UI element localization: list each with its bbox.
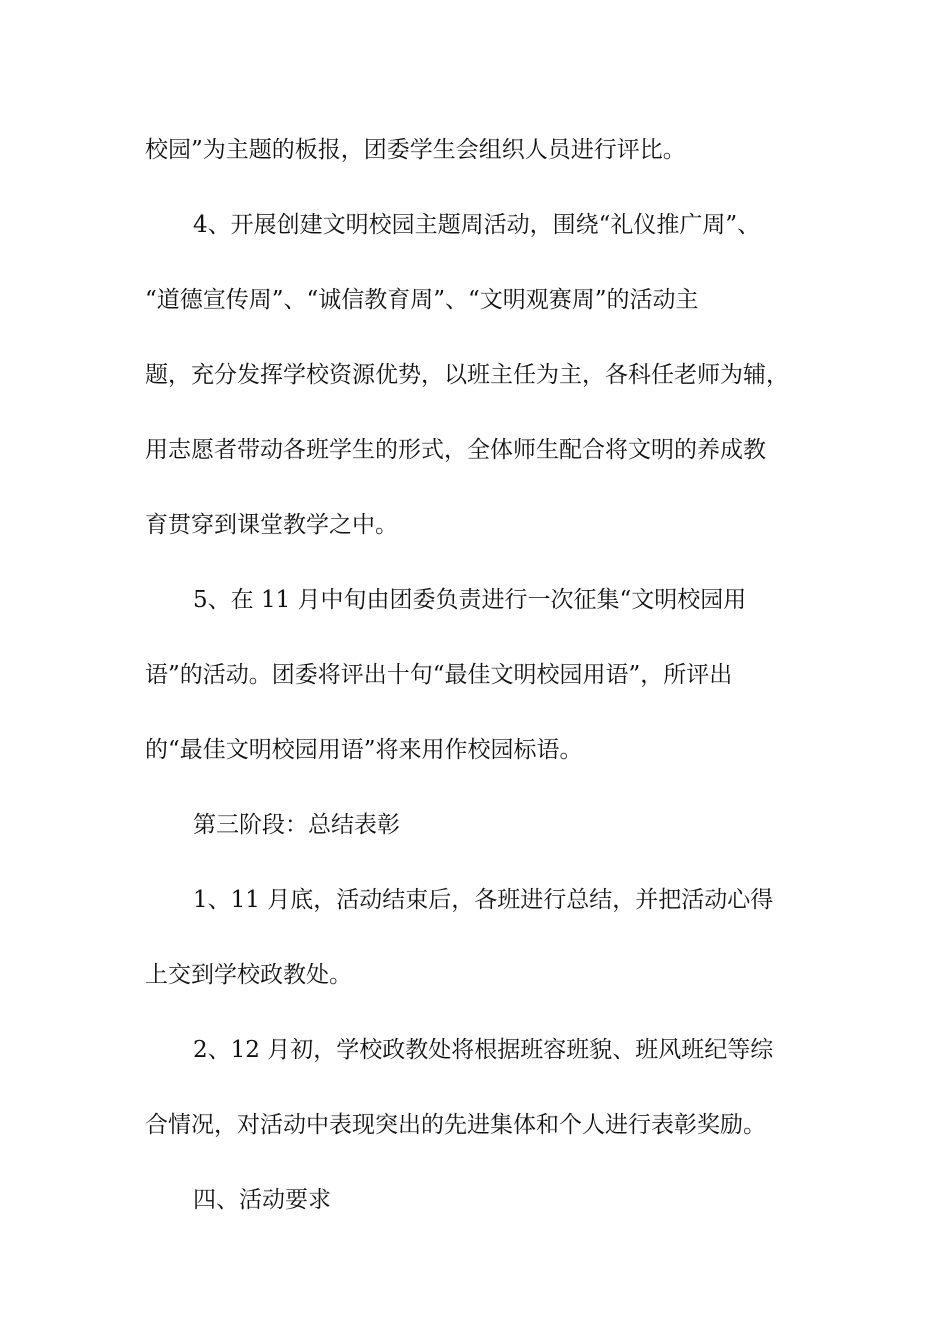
paragraph-line: 2、12 月初，学校政教处将根据班容班貌、班风班纪等综	[193, 1037, 774, 1063]
paragraph-line: 题，充分发挥学校资源优势，以班主任为主，各科任老师为辅，	[145, 362, 789, 388]
paragraph-line: 育贯穿到课堂教学之中。	[145, 512, 398, 538]
paragraph-line: 用志愿者带动各班学生的形式，全体师生配合将文明的养成教	[145, 437, 766, 463]
section-heading: 四、活动要求	[193, 1187, 331, 1213]
paragraph-line: 校园”为主题的板报，团委学生会组织人员进行评比。	[145, 137, 686, 163]
paragraph-line: 合情况，对活动中表现突出的先进集体和个人进行表彰奖励。	[145, 1112, 766, 1138]
paragraph-line: 的“最佳文明校园用语”将来用作校园标语。	[145, 737, 583, 763]
paragraph-line: 1、11 月底，活动结束后，各班进行总结，并把活动心得	[193, 887, 774, 913]
paragraph-line: “道德宣传周”、“诚信教育周”、“文明观赛周”的活动主	[145, 287, 699, 313]
paragraph-line: 4、开展创建文明校园主题周活动，围绕“礼仪推广周”、	[193, 212, 761, 238]
paragraph-line: 上交到学校政教处。	[145, 962, 352, 988]
paragraph-line: 语”的活动。团委将评出十句“最佳文明校园用语”，所评出	[145, 662, 733, 688]
section-heading: 第三阶段：总结表彰	[193, 812, 400, 838]
paragraph-line: 5、在 11 月中旬由团委负责进行一次征集“文明校园用	[193, 587, 747, 613]
